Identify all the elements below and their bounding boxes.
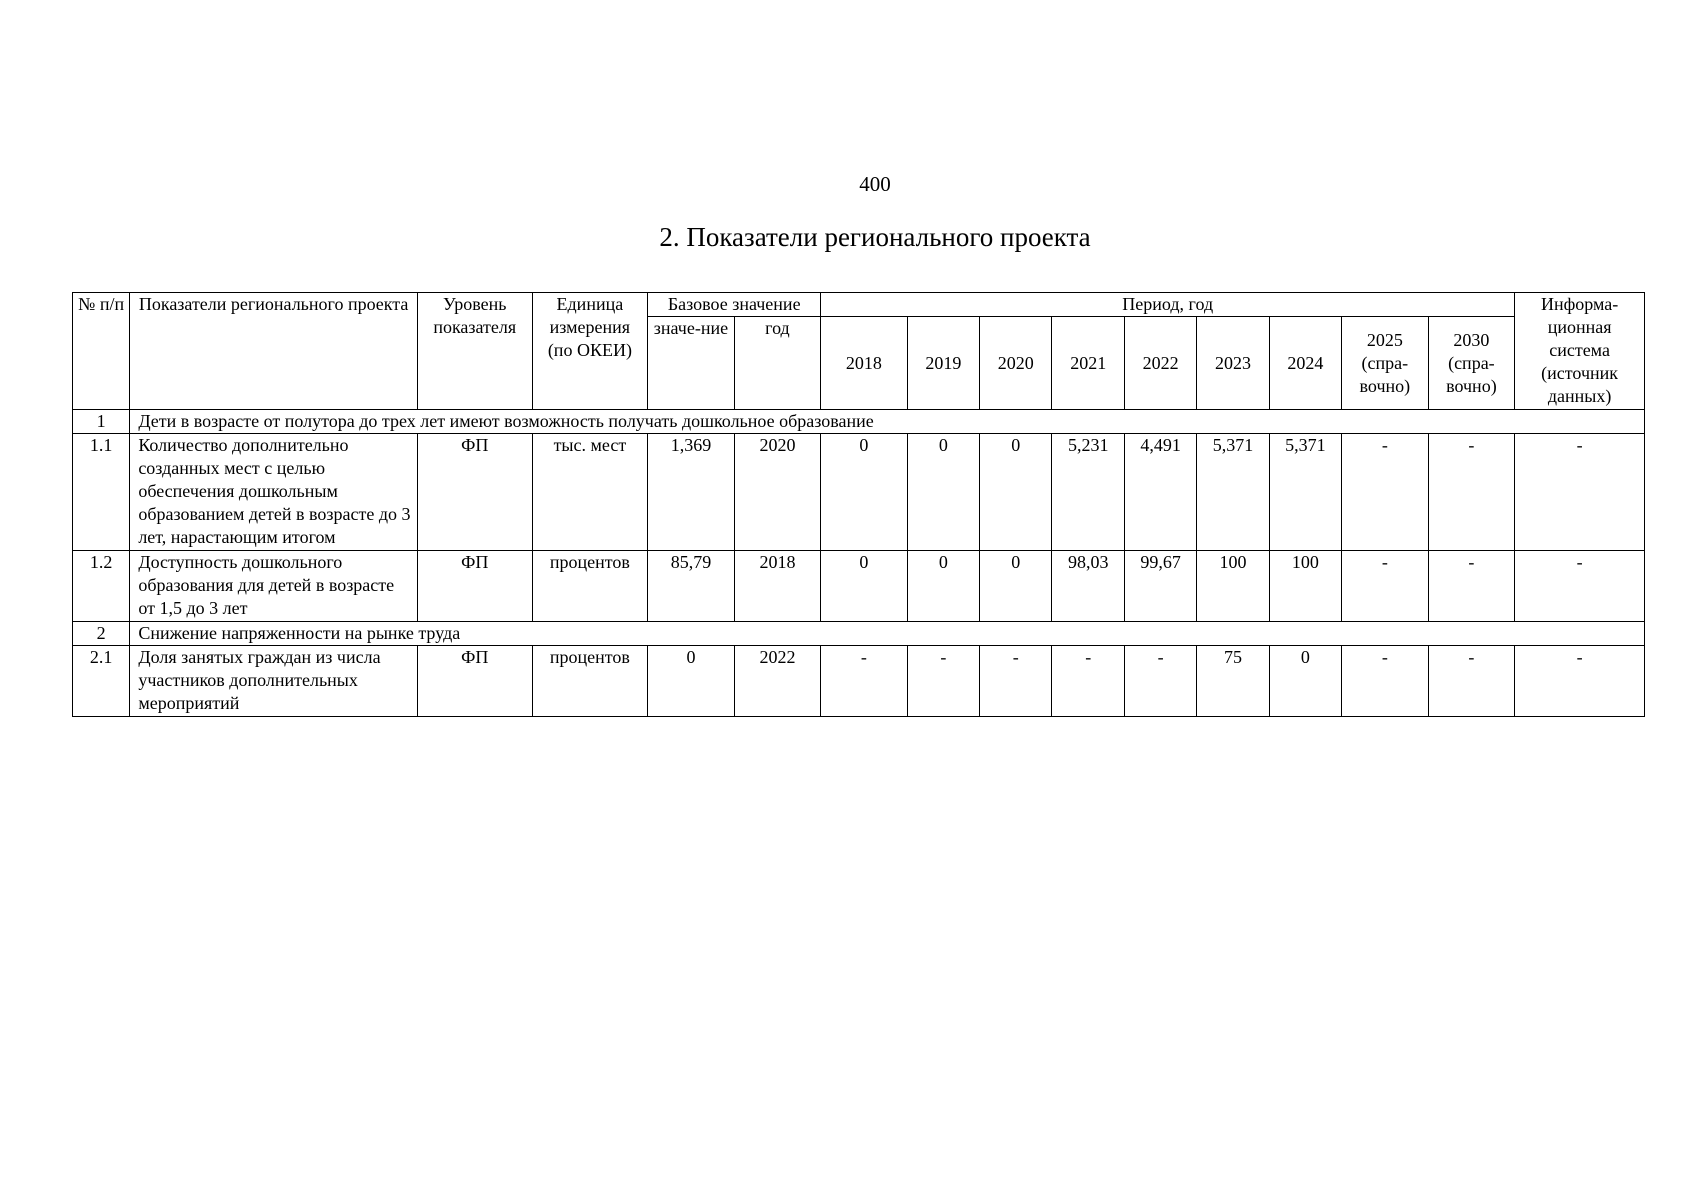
header-base-value: значе-ние — [648, 317, 734, 410]
row-value: 100 — [1269, 551, 1341, 622]
row-value: - — [1342, 434, 1428, 551]
row-value: 0 — [907, 551, 979, 622]
row-unit: процентов — [532, 551, 648, 622]
row-base-year: 2018 — [734, 551, 821, 622]
section-row — [73, 410, 1645, 434]
row-value: 75 — [1197, 646, 1269, 717]
row-value: - — [1342, 551, 1428, 622]
row-info-system: - — [1515, 551, 1645, 622]
header-year: 2024 — [1269, 317, 1341, 410]
header-year: 2021 — [1052, 317, 1124, 410]
header-year: 2023 — [1197, 317, 1269, 410]
row-base-value: 1,369 — [648, 434, 734, 551]
header-base-year: год — [734, 317, 821, 410]
section-title: Дети в возрасте от полутора до трех лет имеют возможность получать дошкольное образование — [130, 410, 1645, 434]
table-row — [73, 434, 1645, 551]
header-year: 2019 — [907, 317, 979, 410]
row-value: 0 — [980, 551, 1052, 622]
row-num: 1.1 — [73, 434, 130, 551]
row-info-system: - — [1515, 646, 1645, 717]
table-row — [73, 551, 1645, 622]
table-body — [73, 410, 1645, 717]
row-indicator-name: Количество дополнительно созданных мест с целью обеспечения дошкольным образованием детей в возрасте до 3 лет, нарастающим итогом — [130, 434, 418, 551]
table-row — [73, 646, 1645, 717]
header-unit: Единица измерения (по ОКЕИ) — [532, 293, 648, 410]
header-num: № п/п — [73, 293, 130, 410]
row-value: - — [907, 646, 979, 717]
row-value: 0 — [907, 434, 979, 551]
row-level: ФП — [417, 646, 532, 717]
header-year: 2020 — [980, 317, 1052, 410]
row-num: 1.2 — [73, 551, 130, 622]
page-number: 400 — [859, 172, 891, 196]
row-unit: тыс. мест — [532, 434, 648, 551]
row-unit: процентов — [532, 646, 648, 717]
row-value: 0 — [821, 551, 907, 622]
section-title: Снижение напряженности на рынке труда — [130, 622, 1645, 646]
row-value: 5,231 — [1052, 434, 1124, 551]
row-level: ФП — [417, 551, 532, 622]
header-base: Базовое значение — [648, 293, 821, 317]
row-value: 0 — [980, 434, 1052, 551]
row-value: 4,491 — [1124, 434, 1196, 551]
row-value: 0 — [1269, 646, 1341, 717]
row-base-value: 0 — [648, 646, 734, 717]
row-info-system: - — [1515, 434, 1645, 551]
section-num: 1 — [73, 410, 130, 434]
header-level: Уровень показателя — [417, 293, 532, 410]
row-value: - — [1428, 434, 1515, 551]
row-num: 2.1 — [73, 646, 130, 717]
section-row — [73, 622, 1645, 646]
row-value: 99,67 — [1124, 551, 1196, 622]
row-base-year: 2022 — [734, 646, 821, 717]
row-value: - — [1342, 646, 1428, 717]
row-value: - — [980, 646, 1052, 717]
row-value: - — [1428, 551, 1515, 622]
row-value: - — [1052, 646, 1124, 717]
header-period: Период, год — [821, 293, 1515, 317]
table-header — [73, 293, 1645, 410]
row-level: ФП — [417, 434, 532, 551]
row-base-value: 85,79 — [648, 551, 734, 622]
page-title: 2. Показатели регионального проекта — [659, 222, 1091, 252]
row-value: 0 — [821, 434, 907, 551]
header-indicator: Показатели регионального проекта — [130, 293, 418, 410]
row-value: - — [821, 646, 907, 717]
row-value: 5,371 — [1197, 434, 1269, 551]
row-indicator-name: Доступность дошкольного образования для детей в возрасте от 1,5 до 3 лет — [130, 551, 418, 622]
header-year: 2018 — [821, 317, 907, 410]
section-num: 2 — [73, 622, 130, 646]
header-info-system: Информа-ционная система (источник данных) — [1515, 293, 1645, 410]
header-year: 2030 (спра-вочно) — [1428, 317, 1515, 410]
row-value: 5,371 — [1269, 434, 1341, 551]
indicators-table — [72, 292, 1645, 717]
row-value: 100 — [1197, 551, 1269, 622]
row-value: - — [1428, 646, 1515, 717]
header-year: 2022 — [1124, 317, 1196, 410]
row-indicator-name: Доля занятых граждан из числа участников дополнительных мероприятий — [130, 646, 418, 717]
row-base-year: 2020 — [734, 434, 821, 551]
row-value: - — [1124, 646, 1196, 717]
row-value: 98,03 — [1052, 551, 1124, 622]
header-year: 2025 (спра-вочно) — [1342, 317, 1428, 410]
